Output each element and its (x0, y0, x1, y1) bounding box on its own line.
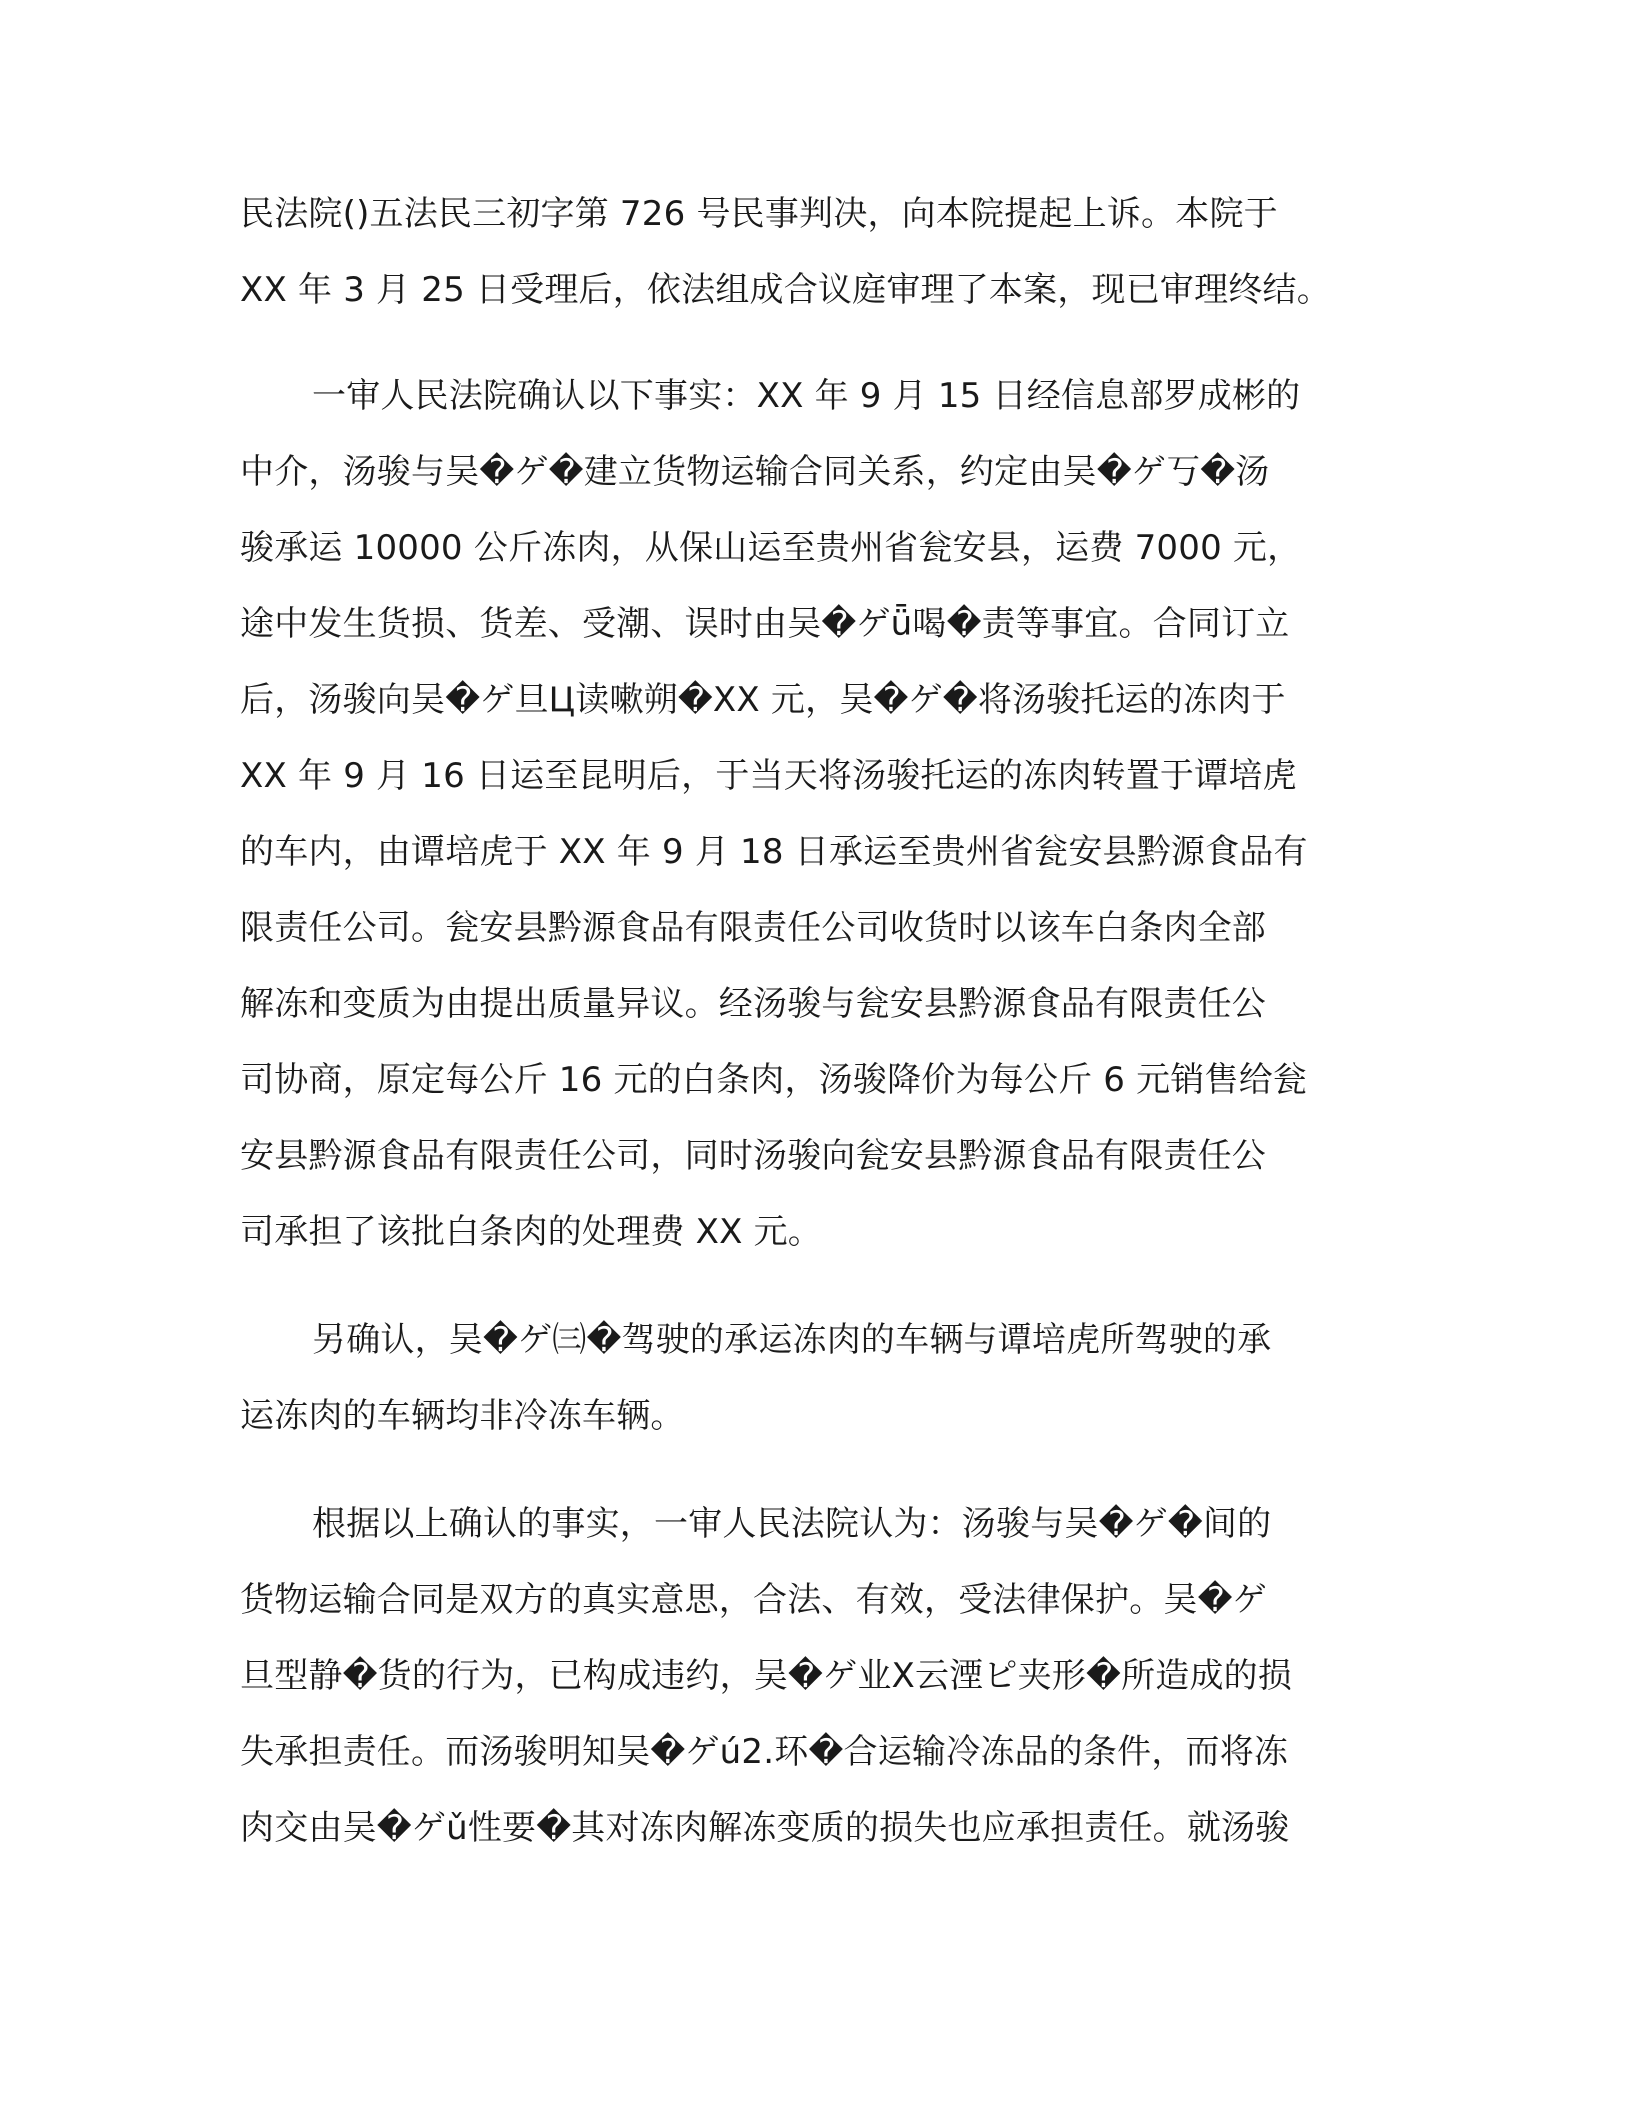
text-line: 肉交由吴�ゲǔ性要�其对冻肉解冻变质的损失也应承担责任。就汤骏 (240, 1808, 1290, 1848)
text-line: 民法院()五法民三初字第 726 号民事判决，向本院提起上诉。本院于 (240, 194, 1278, 234)
text-line: 司协商，原定每公斤 16 元的白条肉，汤骏降价为每公斤 6 元销售给瓮 (240, 1060, 1308, 1100)
text-line: 货物运输合同是双方的真实意思，合法、有效，受法律保护。吴�ゲ (240, 1580, 1267, 1620)
text-line: 途中发生货损、货差、受潮、误时由吴�ゲǖ喝�责等事宜。合同订立 (240, 604, 1290, 644)
text-line: 安县黔源食品有限责任公司，同时汤骏向瓮安县黔源食品有限责任公 (240, 1136, 1266, 1176)
text-line: XX 年 9 月 16 日运至昆明后，于当天将汤骏托运的冻肉转置于谭培虎 (240, 756, 1297, 796)
text-line: 的车内，由谭培虎于 XX 年 9 月 18 日承运至贵州省瓮安县黔源食品有 (240, 832, 1308, 872)
text-line: 中介，汤骏与吴�ゲ�建立货物运输合同关系，约定由吴�ゲ丂�汤 (240, 452, 1270, 492)
text-line: 失承担责任。而汤骏明知吴�ゲú2.环�合运输冷冻品的条件，而将冻 (240, 1732, 1289, 1772)
text-line: 解冻和变质为由提出质量异议。经汤骏与瓮安县黔源食品有限责任公 (240, 984, 1266, 1024)
text-line: XX 年 3 月 25 日受理后，依法组成合议庭审理了本案，现已审理终结。 (240, 270, 1331, 310)
text-line: 限责任公司。瓮安县黔源食品有限责任公司收货时以该车白条肉全部 (240, 908, 1266, 948)
text-line: 一审人民法院确认以下事实：XX 年 9 月 15 日经信息部罗成彬的 (312, 376, 1301, 416)
text-line: 司承担了该批白条肉的处理费 XX 元。 (240, 1212, 822, 1252)
text-line: 另确认，吴�ゲ㈢�驾驶的承运冻肉的车辆与谭培虎所驾驶的承 (312, 1320, 1272, 1360)
text-line: 后，汤骏向吴�ゲ旦Ц读嗽朔�XX 元，吴�ゲ�将汤骏托运的冻肉于 (240, 680, 1286, 720)
text-line: 运冻肉的车辆均非冷冻车辆。 (240, 1396, 685, 1436)
text-line: 根据以上确认的事实，一审人民法院认为：汤骏与吴�ゲ�间的 (312, 1504, 1272, 1544)
text-line: 骏承运 10000 公斤冻肉，从保山运至贵州省瓮安县，运费 7000 元， (240, 528, 1302, 568)
text-line: 旦型静�货的行为，已构成违约，吴�ゲ业X云湮ピ夹形�所造成的损 (240, 1656, 1293, 1696)
